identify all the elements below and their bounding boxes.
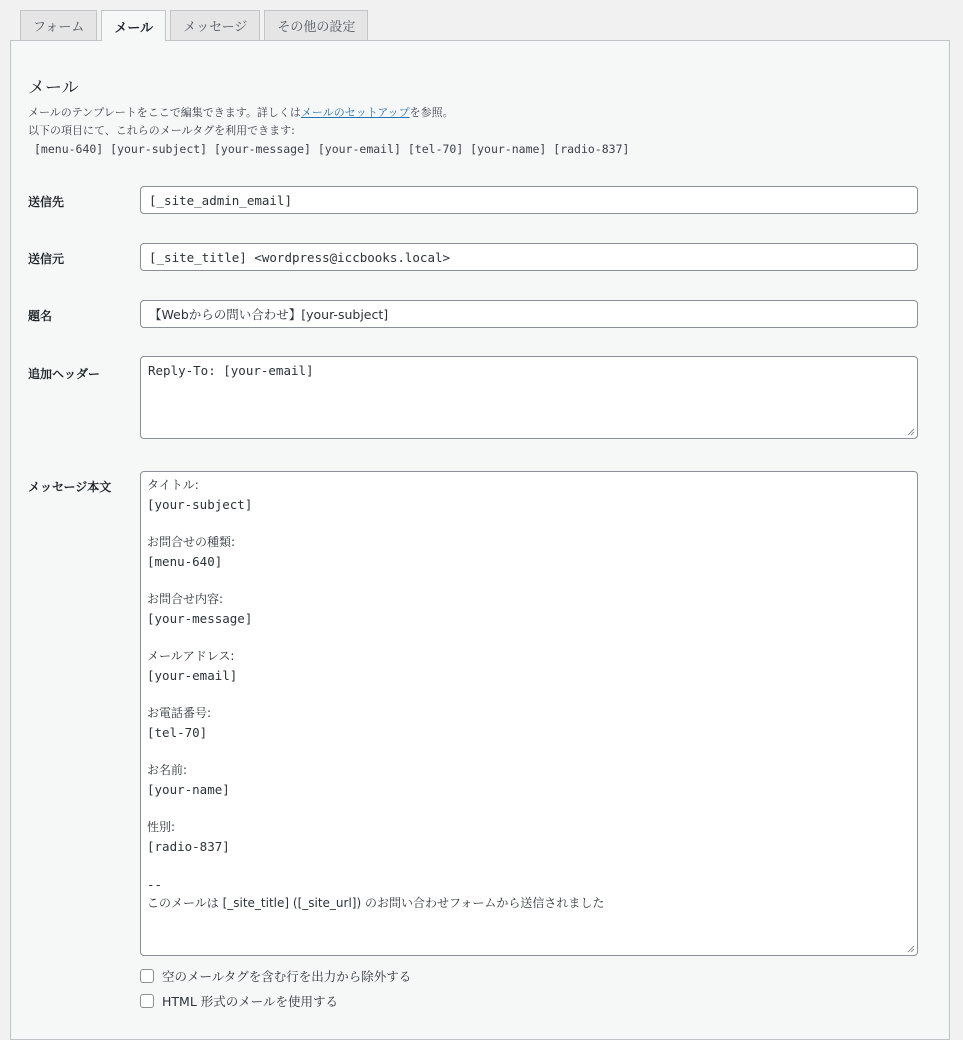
tab-messages[interactable]: メッセージ [170, 10, 260, 40]
to-label: 送信先 [28, 195, 65, 209]
section-title: メール [28, 78, 79, 98]
body-line: お名前: [147, 763, 188, 777]
body-line: -- [147, 877, 163, 892]
tab-form[interactable]: フォーム [20, 10, 97, 40]
body-line: [your-subject] [147, 497, 253, 512]
use-html-option[interactable] [140, 992, 338, 1010]
mail-tags-intro: 以下の項目にて、これらのメールタグを利用できます: [28, 124, 295, 137]
additional-headers-text: Reply-To: [your-email] [148, 363, 314, 378]
tab-additional-settings[interactable]: その他の設定 [264, 10, 368, 40]
resize-handle-icon[interactable] [907, 428, 915, 436]
body-line: 性別: [147, 820, 176, 834]
from-label: 送信元 [28, 252, 65, 266]
body-line [147, 799, 907, 818]
body-line [147, 514, 907, 533]
description-prefix: メールのテンプレートをここで編集できます。詳しくは [28, 106, 301, 119]
body-line: [tel-70] [147, 725, 208, 740]
body-line: お問合せ内容: [147, 592, 224, 606]
body-line: [radio-837] [147, 839, 230, 854]
exclude-blank-option[interactable] [140, 967, 411, 985]
description-suffix: を参照。 [409, 106, 454, 119]
message-body-content [147, 476, 907, 913]
from-input[interactable]: [_site_title] <wordpress@iccbooks.local> [140, 243, 918, 271]
resize-handle-icon[interactable] [907, 945, 915, 953]
additional-headers-textarea[interactable] [140, 356, 918, 439]
tab-bar [20, 10, 368, 41]
use-html-label[interactable]: HTML 形式のメールを使用する [162, 994, 339, 1009]
body-line: このメールは [_site_title] ([_site_url]) のお問い合わせフォームから送信されました [147, 896, 605, 910]
subject-input[interactable]: 【Webからの問い合わせ】[your-subject] [140, 300, 918, 328]
body-line [147, 628, 907, 647]
to-input[interactable]: [_site_admin_email] [140, 186, 918, 214]
body-line [147, 571, 907, 590]
mail-tags-list: [menu-640] [your-subject] [your-message] [your-email] [tel-70] [your-name] [radio-837] [34, 142, 630, 156]
exclude-blank-checkbox[interactable] [140, 969, 154, 983]
body-line: [your-message] [147, 611, 253, 626]
section-description [28, 104, 454, 120]
body-line: お電話番号: [147, 706, 212, 720]
use-html-checkbox[interactable] [140, 994, 154, 1008]
additional-headers-label: 追加ヘッダー [28, 367, 101, 381]
body-line: お問合せの種類: [147, 535, 236, 549]
body-line: タイトル: [147, 478, 199, 492]
body-line: [menu-640] [147, 554, 223, 569]
body-line: [your-name] [147, 782, 230, 797]
body-line: [your-email] [147, 668, 238, 683]
body-line: メールアドレス: [147, 649, 235, 663]
exclude-blank-label[interactable]: 空のメールタグを含む行を出力から除外する [162, 969, 412, 984]
mail-setup-link[interactable]: メールのセットアップ [300, 106, 410, 119]
message-body-label: メッセージ本文 [28, 480, 112, 494]
subject-label: 題名 [28, 309, 53, 323]
body-line [147, 685, 907, 704]
body-line [147, 742, 907, 761]
body-line [147, 856, 907, 875]
tab-mail[interactable]: メール [101, 10, 166, 41]
